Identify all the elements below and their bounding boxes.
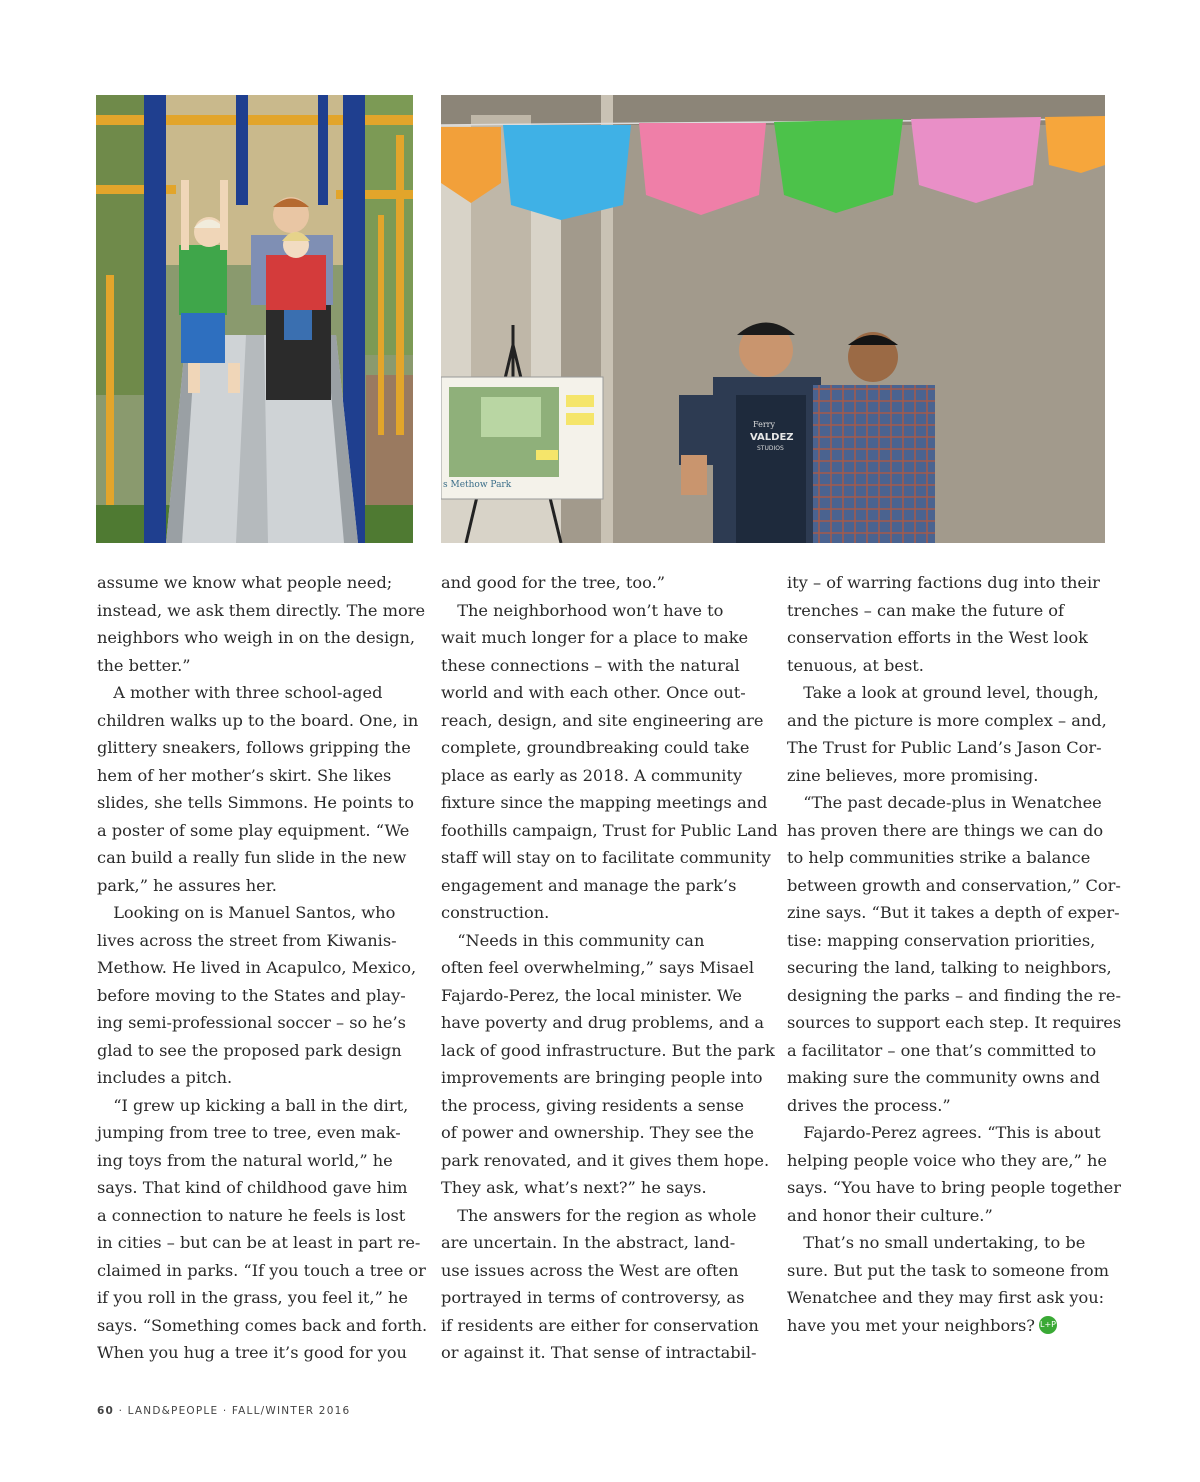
text-line: and honor their culture.” [787, 1205, 993, 1225]
text-line: if you roll in the grass, you feel it,” he [97, 1288, 409, 1307]
text-line: zine believes, more promising. [787, 765, 1039, 785]
text-line: are uncertain. In the abstract, land- [441, 1233, 736, 1252]
text-line: often feel overwhelming,” says Misael [441, 958, 755, 977]
text-line: have poverty and drug problems, and a [441, 1013, 765, 1032]
papel-picado-portrait-photo [441, 95, 1105, 543]
text-line: conservation efforts in the West look [787, 628, 1088, 647]
text-line: staff will stay on to facilitate community [441, 848, 771, 867]
text-line: a connection to nature he feels is lost [97, 1205, 406, 1225]
text-line: have you met your neighbors? L+P [787, 1315, 1056, 1335]
text-line: “Needs in this community can [441, 930, 705, 950]
text-line: A mother with three school-aged [97, 683, 383, 702]
publication-issue: · LAND&PEOPLE · FALL/WINTER 2016 [118, 1405, 351, 1417]
article-column-2 [441, 569, 778, 1367]
text-line: ing semi-professional soccer – so he’s [97, 1013, 406, 1032]
text-line: complete, groundbreaking could take [441, 738, 750, 757]
text-line: use issues across the West are often [441, 1260, 739, 1280]
text-line: designing the parks – and finding the re- [787, 985, 1121, 1005]
text-line: neighbors who weigh in on the design, [97, 628, 416, 647]
text-line: Looking on is Manuel Santos, who [97, 903, 396, 922]
text-line: can build a really fun slide in the new [97, 848, 407, 867]
text-line: includes a pitch. [97, 1068, 233, 1087]
text-line: children walks up to the board. One, in [97, 710, 419, 730]
text-line: between growth and conservation,” Cor- [787, 875, 1121, 895]
text-line: slides, she tells Simmons. He points to [97, 793, 415, 812]
text-line: of power and ownership. They see the [441, 1123, 755, 1142]
text-line: ity – of warring factions dug into their [787, 573, 1100, 592]
text-line: says. That kind of childhood gave him [97, 1178, 408, 1197]
text-line: lack of good infrastructure. But the park [441, 1040, 775, 1060]
text-line: trenches – can make the future of [787, 600, 1065, 620]
article-end-mark-icon: L+P [1039, 1316, 1057, 1334]
text-line: When you hug a tree it’s good for you [97, 1343, 407, 1362]
text-line: and the picture is more complex – and, [787, 710, 1107, 730]
text-line: lives across the street from Kiwanis- [97, 930, 397, 950]
text-line: The neighborhood won’t have to [441, 600, 724, 620]
article-column-3 [787, 569, 1122, 1339]
text-line: hem of her mother’s skirt. She likes [97, 765, 392, 785]
text-line: portrayed in terms of controversy, as [441, 1288, 745, 1307]
text-line: park,” he assures her. [97, 875, 277, 895]
text-line: says. “You have to bring people together [787, 1178, 1121, 1197]
text-line: fixture since the mapping meetings and [441, 793, 768, 812]
text-line: before moving to the States and play- [97, 985, 406, 1005]
text-line: drives the process.” [787, 1095, 951, 1115]
text-line: sources to support each step. It requires [787, 1013, 1122, 1032]
text-line: making sure the community owns and [787, 1068, 1101, 1087]
text-line: improvements are bringing people into [441, 1068, 763, 1087]
playground-slide-photo [96, 95, 413, 543]
text-line: securing the land, talking to neighbors, [787, 958, 1112, 977]
text-line: a facilitator – one that’s committed to [787, 1040, 1097, 1060]
text-line: engagement and manage the park’s [441, 875, 737, 895]
text-line: Fajardo-Perez agrees. “This is about [787, 1123, 1101, 1142]
apron-text-studios: STUDIOS [757, 445, 784, 452]
text-line: tenuous, at best. [787, 655, 924, 675]
portrait-illustration [441, 95, 1105, 543]
page-folio [97, 1405, 350, 1417]
text-line: glittery sneakers, follows gripping the [97, 738, 411, 757]
text-line: a poster of some play equipment. “We [97, 820, 410, 840]
text-line: the better.” [97, 655, 191, 675]
text-line: or against it. That sense of intractabil- [441, 1343, 757, 1362]
text-line: if residents are either for conservation [441, 1315, 759, 1335]
text-line: has proven there are things we can do [787, 820, 1104, 840]
board-caption: s Methow Park [443, 480, 512, 490]
text-line: park renovated, and it gives them hope. [441, 1150, 770, 1170]
text-line: and good for the tree, too.” [441, 573, 666, 592]
text-line: That’s no small undertaking, to be [787, 1233, 1086, 1252]
text-line: sure. But put the task to someone from [787, 1260, 1109, 1280]
apron-text-script: Ferry [753, 420, 776, 429]
text-line: the process, giving residents a sense [441, 1095, 744, 1115]
text-line: place as early as 2018. A community [441, 765, 743, 785]
text-line: Methow. He lived in Acapulco, Mexico, [97, 958, 417, 977]
text-line: reach, design, and site engineering are [441, 710, 764, 730]
playground-slide-illustration [96, 95, 413, 543]
text-line: these connections – with the natural [441, 655, 740, 675]
text-line: wait much longer for a place to make [441, 628, 749, 647]
apron-text-name: VALDEZ [750, 432, 794, 443]
text-line: Take a look at ground level, though, [787, 683, 1099, 702]
text-line: to help communities strike a balance [787, 848, 1091, 867]
text-line: claimed in parks. “If you touch a tree or [97, 1260, 426, 1280]
text-line: Wenatchee and they may first ask you: [787, 1288, 1105, 1307]
text-line: The Trust for Public Land’s Jason Cor- [787, 738, 1102, 757]
text-line: “The past decade-plus in Wenatchee [787, 793, 1102, 812]
text-line: glad to see the proposed park design [97, 1040, 402, 1060]
text-line: Fajardo-Perez, the local minister. We [441, 985, 742, 1005]
text-line: helping people voice who they are,” he [787, 1150, 1107, 1170]
text-line: tise: mapping conservation priorities, [787, 930, 1096, 950]
text-line: instead, we ask them directly. The more [97, 600, 426, 620]
text-line: “I grew up kicking a ball in the dirt, [97, 1095, 409, 1115]
text-line: assume we know what people need; [97, 573, 393, 592]
text-line: foothills campaign, Trust for Public Land [441, 820, 778, 840]
article-column-1 [97, 569, 428, 1367]
text-line: They ask, what’s next?” he says. [441, 1178, 707, 1197]
page-number: 60 [97, 1405, 115, 1417]
text-line: The answers for the region as whole [441, 1205, 757, 1225]
text-line: world and with each other. Once out- [441, 683, 746, 702]
text-line: zine says. “But it takes a depth of exper- [787, 903, 1120, 922]
text-line: says. “Something comes back and forth. [97, 1315, 428, 1335]
text-line: construction. [441, 903, 550, 922]
text-line: ing toys from the natural world,” he [97, 1150, 393, 1170]
text-line: jumping from tree to tree, even mak- [97, 1123, 401, 1142]
text-line: in cities – but can be at least in part re- [97, 1233, 421, 1252]
